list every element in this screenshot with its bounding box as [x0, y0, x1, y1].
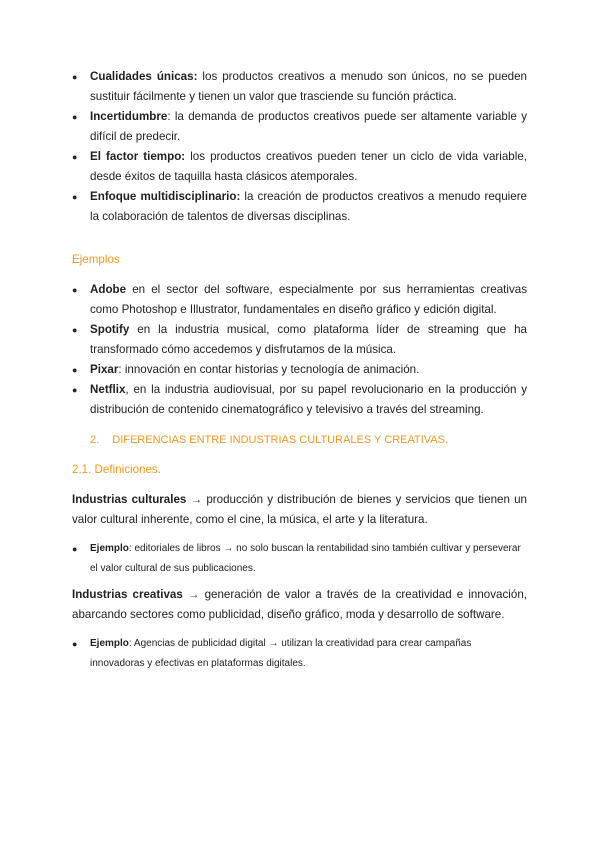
- paragraph-term: Industrias creativas: [72, 588, 183, 601]
- list-item: [72, 67, 527, 107]
- bullet-icon: ●: [72, 544, 78, 554]
- cultural-industries-paragraph: [72, 490, 527, 530]
- bullet-icon: ●: [72, 152, 78, 162]
- paragraph-text: → generación de valor a través de la creatividad e innovación, abarcando sectores como publicidad, diseño gráfico, moda y desarrollo de software.: [72, 588, 527, 621]
- examples-heading: Ejemplos: [72, 253, 120, 266]
- creative-industries-paragraph: [72, 585, 527, 625]
- examples-list: [72, 280, 527, 420]
- item-text: : la demanda de productos creativos puede ser altamente variable y difícil de predecir.: [90, 110, 527, 143]
- item-text: , en la industria audiovisual, por su papel revolucionario en la producción y distribución de contenido cinematográfico y televisivo a través del streaming.: [90, 383, 527, 416]
- list-item: [72, 634, 527, 674]
- bullet-icon: ●: [72, 72, 78, 82]
- list-item: [72, 320, 527, 360]
- item-term: Netflix: [90, 383, 126, 396]
- bullet-icon: ●: [72, 285, 78, 295]
- creative-example-list: [72, 634, 527, 674]
- section-number: 2.: [90, 434, 100, 446]
- section-title: DIFERENCIAS ENTRE INDUSTRIAS CULTURALES Y CREATIVAS.: [112, 434, 449, 446]
- list-item: [72, 539, 527, 579]
- item-term: Ejemplo: [90, 638, 129, 649]
- item-term: Enfoque multidisciplinario:: [90, 190, 241, 203]
- item-term: Incertidumbre: [90, 110, 168, 123]
- bullet-icon: ●: [72, 192, 78, 202]
- item-text: : editoriales de libros → no solo buscan la rentabilidad sino también cultivar y perseverar el valor cultural de sus publicaciones.: [90, 543, 521, 574]
- item-text: en la industria musical, como plataforma líder de streaming que ha transformado cómo accedemos y disfrutamos de la música.: [90, 323, 527, 356]
- characteristics-list: [72, 67, 527, 227]
- item-text: : Agencias de publicidad digital → utilizan la creatividad para crear campañas innovadoras y efectivas en plataformas digitales.: [90, 638, 472, 669]
- item-text: la creación de productos creativos a menudo requiere la colaboración de talentos de diversas disciplinas.: [90, 190, 527, 223]
- cultural-example-list: [72, 539, 527, 579]
- list-item: [72, 107, 527, 147]
- list-item: [72, 360, 527, 380]
- section-heading: [90, 430, 448, 450]
- item-term: Cualidades únicas:: [90, 70, 198, 83]
- item-text: los productos creativos pueden tener un ciclo de vida variable, desde éxitos de taquilla hasta clásicos atemporales.: [90, 150, 527, 183]
- item-term: Spotify: [90, 323, 130, 336]
- paragraph-term: Industrias culturales: [72, 493, 187, 506]
- item-term: Adobe: [90, 283, 127, 296]
- bullet-icon: ●: [72, 365, 78, 375]
- item-text: en el sector del software, especialmente por sus herramientas creativas como Photoshop e Illustrator, fundamentales en diseño gráfico y edición digital.: [90, 283, 527, 316]
- list-item: [72, 147, 527, 187]
- paragraph-text: → producción y distribución de bienes y servicios que tienen un valor cultural inherente, como el cine, la música, el arte y la literatura.: [72, 493, 527, 526]
- bullet-icon: ●: [72, 325, 78, 335]
- list-item: [72, 380, 527, 420]
- item-text: : innovación en contar historias y tecnología de animación.: [118, 363, 420, 376]
- item-term: Ejemplo: [90, 543, 129, 554]
- list-item: [72, 280, 527, 320]
- bullet-icon: ●: [72, 385, 78, 395]
- item-term: El factor tiempo:: [90, 150, 186, 163]
- bullet-icon: ●: [72, 639, 78, 649]
- bullet-icon: ●: [72, 112, 78, 122]
- item-text: los productos creativos a menudo son únicos, no se pueden sustituir fácilmente y tienen un valor que trasciende su función práctica.: [90, 70, 527, 103]
- subsection-heading: 2.1. Definiciones.: [72, 463, 161, 476]
- list-item: [72, 187, 527, 227]
- item-term: Pixar: [90, 363, 119, 376]
